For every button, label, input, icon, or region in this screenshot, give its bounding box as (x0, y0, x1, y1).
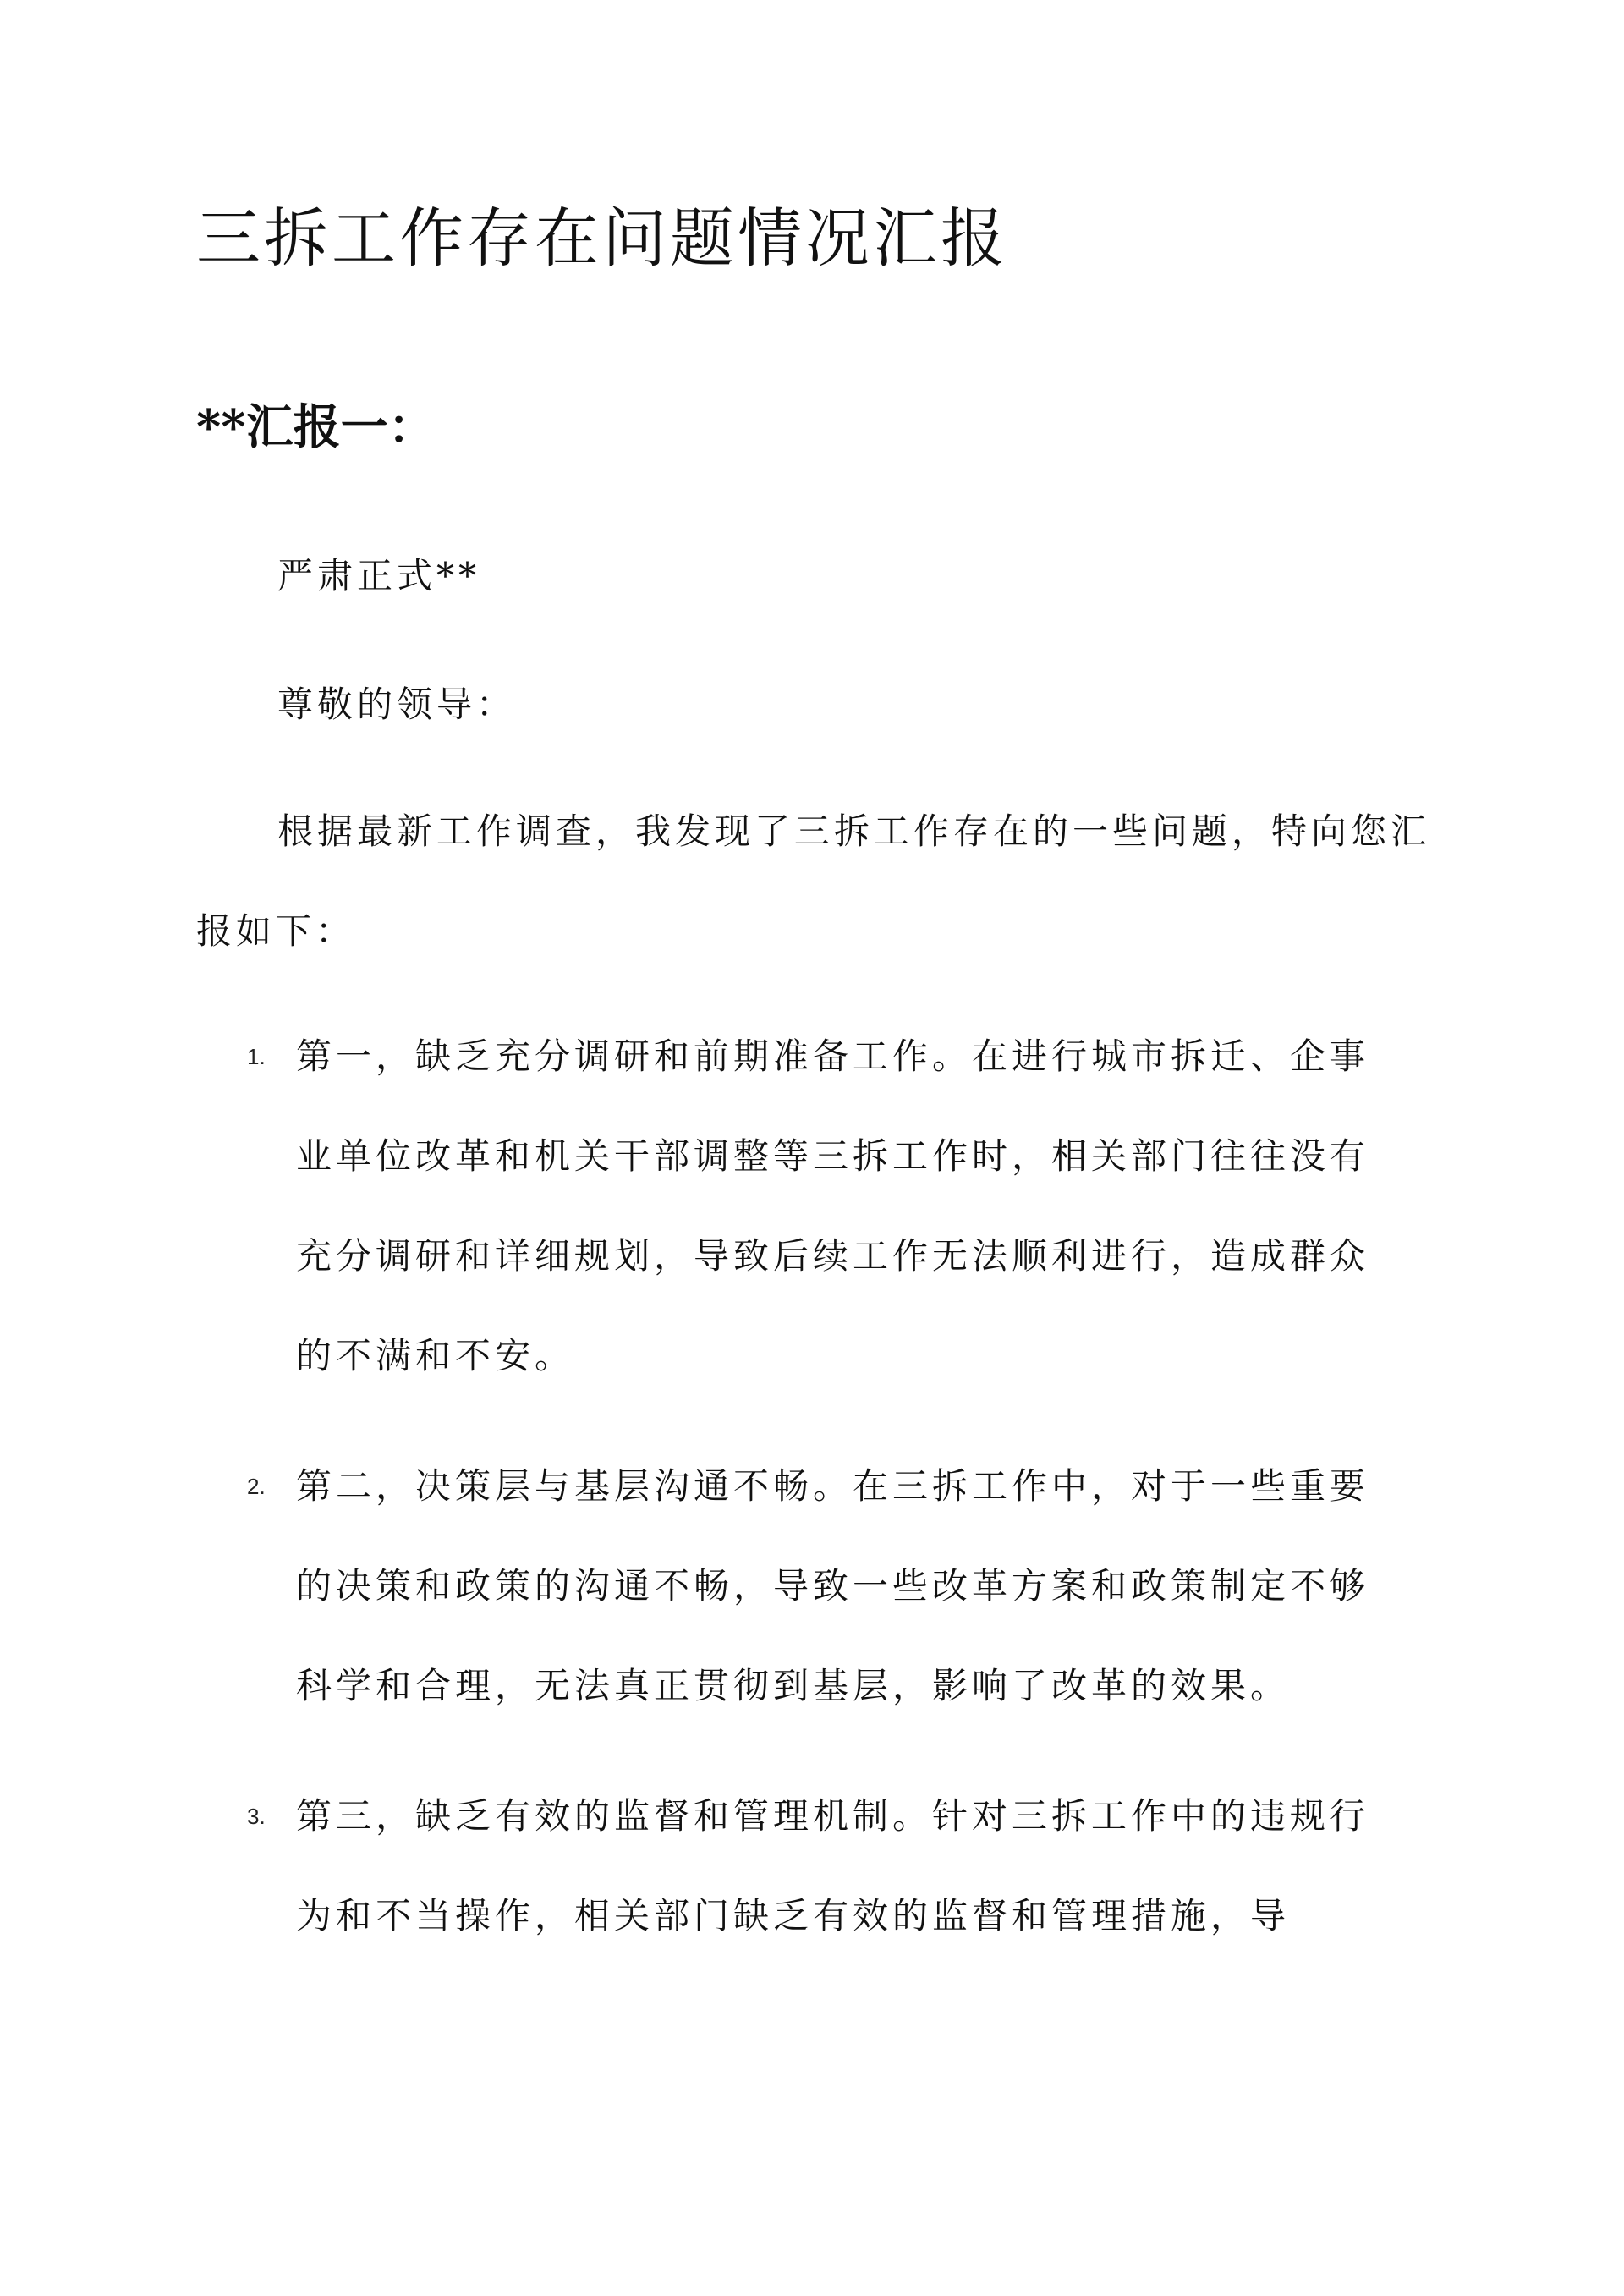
intro-paragraph: 根据最新工作调查，我发现了三拆工作存在的一些问题，特向您汇报如下： (196, 810, 1431, 952)
list-item (196, 1007, 1414, 1406)
list-item-text: 第二，决策层与基层沟通不畅。在三拆工作中，对于一些重要的决策和政策的沟通不畅，导致一些改革方案和政策制定不够科学和合理，无法真正贯彻到基层，影响了改革的效果。 (296, 1465, 1370, 1706)
subtitle-text: 严肃正式** (277, 555, 481, 596)
issue-list (196, 1007, 1414, 1997)
list-item-text: 第三，缺乏有效的监督和管理机制。针对三拆工作中的违规行为和不当操作，相关部门缺乏有效的监督和管理措施，导 (296, 1795, 1370, 1936)
list-item (196, 1766, 1414, 1966)
document-title: 三拆工作存在问题情况汇报 (196, 200, 1008, 276)
list-item-text: 第一，缺乏充分调研和前期准备工作。在进行城市拆迁、企事业单位改革和机关干部调整等三拆工作时，相关部门往往没有充分调研和详细规划，导致后续工作无法顺利进行，造成群众的不满和不安。 (296, 1035, 1370, 1376)
list-item-number: 1. (247, 1044, 266, 1069)
greeting-text: 尊敬的领导： (277, 684, 517, 725)
section-heading: **汇报一： (196, 399, 436, 455)
list-item-number: 2. (247, 1474, 266, 1499)
list-item (196, 1436, 1414, 1736)
list-item-number: 3. (247, 1804, 266, 1829)
